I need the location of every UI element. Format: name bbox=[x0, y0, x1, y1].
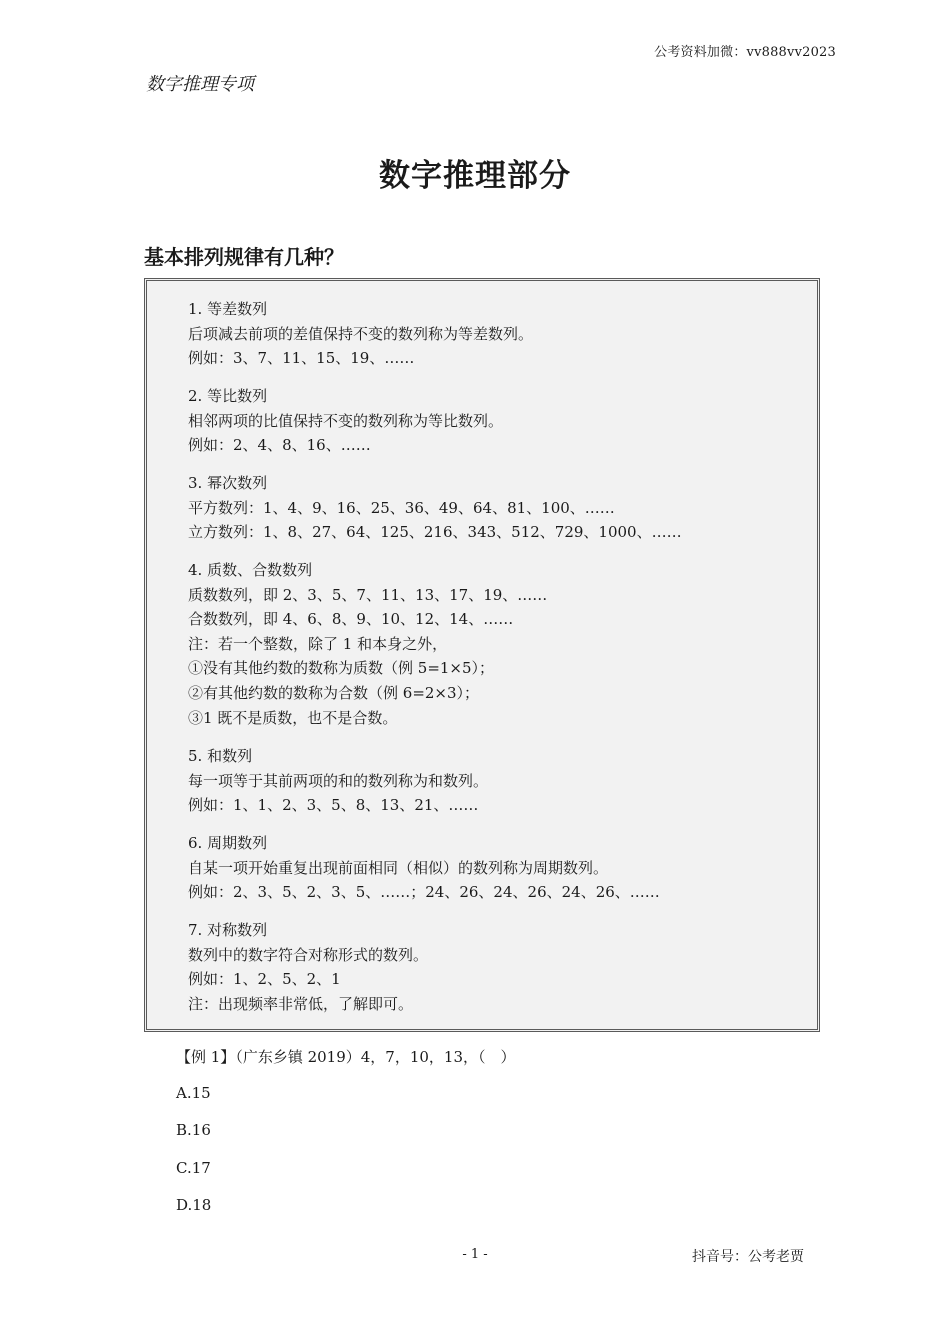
rule-title: 1. 等差数列 bbox=[188, 300, 268, 318]
rule-line: 后项减去前项的差值保持不变的数列称为等差数列。 bbox=[188, 324, 534, 343]
rule-line: ②有其他约数的数称为合数（例 6=2×3）； bbox=[188, 683, 480, 702]
rule-line: 自某一项开始重复出现前面相同（相似）的数列称为周期数列。 bbox=[188, 858, 609, 877]
rule-title: 2. 等比数列 bbox=[188, 387, 268, 405]
footer-note: 抖音号：公考老贾 bbox=[692, 1249, 804, 1265]
option-a: A.15 bbox=[176, 1084, 211, 1102]
rule-title: 7. 对称数列 bbox=[188, 921, 268, 939]
rule-title: 6. 周期数列 bbox=[188, 834, 268, 852]
example-label: 【例 1】 bbox=[176, 1048, 236, 1066]
rule-title: 3. 幂次数列 bbox=[188, 474, 268, 492]
rule-line: 例如：3、7、11、15、19、…… bbox=[188, 349, 415, 368]
option-c: C.17 bbox=[176, 1159, 211, 1177]
header-contact-note: 公考资料加微：vv888vv2023 bbox=[654, 45, 836, 60]
rule-item bbox=[188, 297, 808, 371]
option-d: D.18 bbox=[176, 1196, 212, 1214]
rule-box bbox=[144, 278, 820, 1032]
rule-item bbox=[188, 744, 808, 818]
example-question-text: （广东乡镇 2019）4，7，10，13，（ ） bbox=[235, 1048, 516, 1066]
rule-line: 注：出现频率非常低，了解即可。 bbox=[188, 994, 414, 1013]
rule-item bbox=[188, 558, 808, 730]
rule-line: 每一项等于其前两项的和的数列称为和数列。 bbox=[188, 771, 489, 790]
rule-line: 数列中的数字符合对称形式的数列。 bbox=[188, 945, 429, 964]
page-title: 数字推理部分 bbox=[379, 158, 571, 194]
rule-line: 例如：1、1、2、3、5、8、13、21、…… bbox=[188, 796, 479, 815]
page-number: - 1 - bbox=[462, 1247, 488, 1262]
rule-title: 4. 质数、合数数列 bbox=[188, 561, 313, 579]
rule-line: 注：若一个整数，除了 1 和本身之外， bbox=[188, 634, 448, 653]
rule-item bbox=[188, 384, 808, 458]
rule-line: ①没有其他约数的数称为质数（例 5=1×5）； bbox=[188, 659, 495, 678]
rule-line: 相邻两项的比值保持不变的数列称为等比数列。 bbox=[188, 411, 504, 430]
rule-line: 例如：2、4、8、16、…… bbox=[188, 436, 371, 455]
rule-line: 质数数列，即 2、3、5、7、11、13、17、19、…… bbox=[188, 585, 548, 604]
section-heading: 基本排列规律有几种？ bbox=[144, 245, 344, 269]
rule-title: 5. 和数列 bbox=[188, 747, 253, 765]
rule-item bbox=[188, 471, 808, 545]
example-question bbox=[176, 1046, 516, 1067]
rule-line: ③1 既不是质数，也不是合数。 bbox=[188, 708, 398, 727]
rule-line: 例如：1、2、5、2、1 bbox=[188, 970, 341, 989]
running-title: 数字推理专项 bbox=[146, 74, 254, 95]
rule-item bbox=[188, 918, 808, 1016]
rule-line: 合数数列，即 4、6、8、9、10、12、14、…… bbox=[188, 610, 514, 629]
rule-line: 平方数列：1、4、9、16、25、36、49、64、81、100、…… bbox=[188, 498, 615, 517]
rule-line: 立方数列：1、8、27、64、125、216、343、512、729、1000、…… bbox=[188, 523, 682, 542]
rule-line: 例如：2、3、5、2、3、5、……；24、26、24、26、24、26、…… bbox=[188, 883, 660, 902]
rule-item bbox=[188, 831, 808, 905]
option-b: B.16 bbox=[176, 1121, 211, 1139]
